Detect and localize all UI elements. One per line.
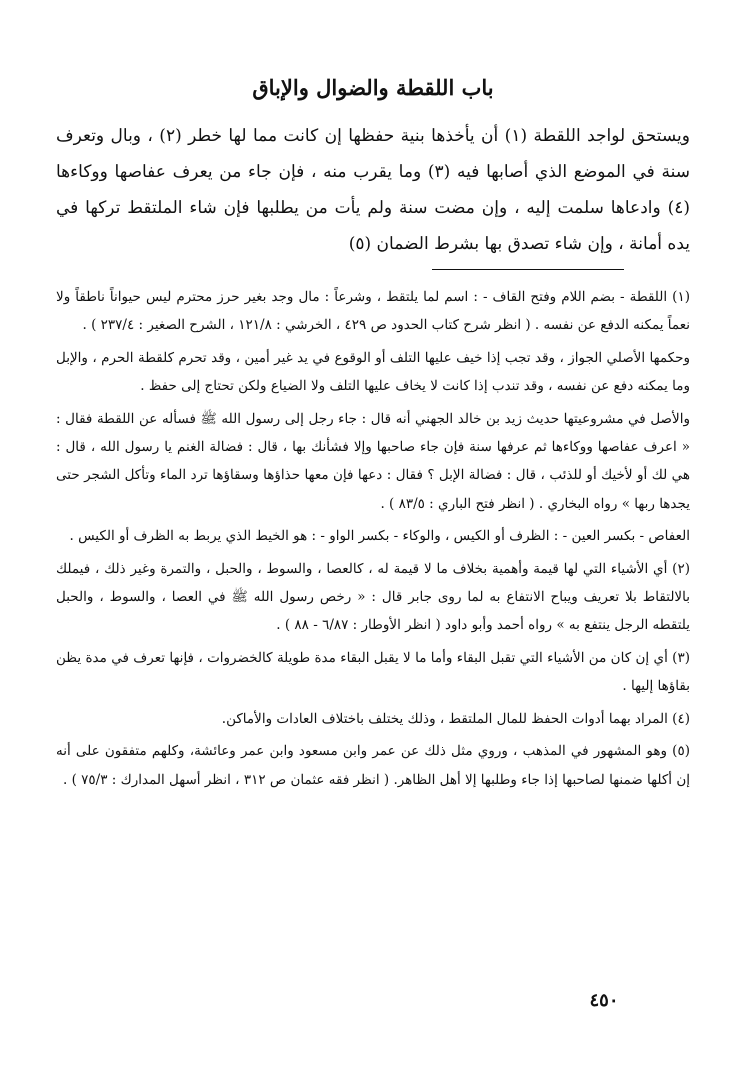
footnote-1-definition: العفاص - بكسر العين - : الظرف أو الكيس ، والوكاء - بكسر الواو - : هو الخيط الذي يربط به الظرف أو الكيس . <box>69 528 690 545</box>
page-number: ٤٥٠ <box>589 990 619 1011</box>
footnote-2: (٢) أي الأشياء التي لها قيمة وأهمية بخلاف ما لا قيمة له ، كالعصا ، والسوط ، والحبل ، والتمرة وغير ذلك ، فيملك بالالتقاط بلا تعريف ويباح الانتفاع به لما روى جابر قال : « رخص رسول الله ﷺ في العصا ، والسوط ، والحبل يلتقطه الرجل ينتفع به » رواه أحمد وأبو داود ( انظر الأوطار : ٦/٨٧ - ٨٨ ) . <box>56 560 690 634</box>
main-text: ويستحق لواجد اللقطة (١) أن يأخذها بنية حفظها إن كانت مما لها خطر (٢) ، وبال وتعرف سنة في الموضع الذي أصابها فيه (٣) وما يقرب منه ، فإن جاء من يعرف عفاصها ووكاءها (٤) وادعاها سلمت إليه ، وإن مضت سنة ولم يأت من يطلبها فإن شاء الملتقط تركها في يده أمانة ، وإن شاء تصدق بها بشرط الضمان (٥) <box>56 126 690 254</box>
footnotes <box>56 283 690 798</box>
footnote-5: (٥) وهو المشهور في المذهب ، وروي مثل ذلك عن عمر وابن مسعود وابن عمر وعائشة، وكلهم متفقون على أنه إن أكلها ضمنها لصاحبها إذا جاء وطلبها إلا أهل الظاهر. ( انظر فقه عثمان ص ٣١٢ ، انظر أسهل المدارك : ٧٥/٣ ) . <box>56 743 690 788</box>
footnote-separator <box>432 269 624 270</box>
footnote-1-ruling: وحكمها الأصلي الجواز ، وقد تجب إذا خيف عليها التلف أو الوقوع في يد غير أمين ، وقد تحرم كلقطة الحرم ، والإبل وما يمكنه دفع عن نفسه ، وقد تندب إذا كانت لا يخاف عليها التلف ولا الضياع ولكن تحتاج إلى حفظ . <box>56 349 690 395</box>
chapter-title: باب اللقطة والضوال والإباق <box>252 75 494 100</box>
footnote-4: (٤) المراد بهما أدوات الحفظ للمال الملتقط ، وذلك يختلف باختلاف العادات والأماكن. <box>221 710 690 727</box>
footnote-3: (٣) أي إن كان من الأشياء التي تقبل البقاء وأما ما لا يقبل البقاء مدة طويلة كالخضروات ، فإنها تعرف في مدة يظن بقاؤها إليها . <box>56 649 690 695</box>
footnote-1: (١) اللقطة - بضم اللام وفتح القاف - : اسم لما يلتقط ، وشرعاً : مال وجد بغير حرز محترم ليس حيواناً ناطقاً ولا نعماً يمكنه الدفع عن نفسه . ( انظر شرح كتاب الحدود ص ٤٢٩ ، الخرشي : ١٢١/٨ ، الشرح الصغير : ٢٣٧/٤ ) . <box>56 289 690 334</box>
footnote-1-hadith: والأصل في مشروعيتها حديث زيد بن خالد الجهني أنه قال : جاء رجل إلى رسول الله ﷺ فسأله عن اللقطة فقال : « اعرف عفاصها ووكاءها ثم عرفها سنة فإن جاء صاحبها وإلا فشأنك بها ، قال : فضالة الغنم يا رسول الله ، قال : هي لك أو لأخيك أو للذئب ، قال : فضالة الإبل ؟ فقال : دعها فإن معها حذاؤها وسقاؤها ترد الماء وتأكل الشجر حتى يجدها ربها » رواه البخاري . ( انظر فتح الباري : ٨٣/٥ ) . <box>56 410 690 512</box>
